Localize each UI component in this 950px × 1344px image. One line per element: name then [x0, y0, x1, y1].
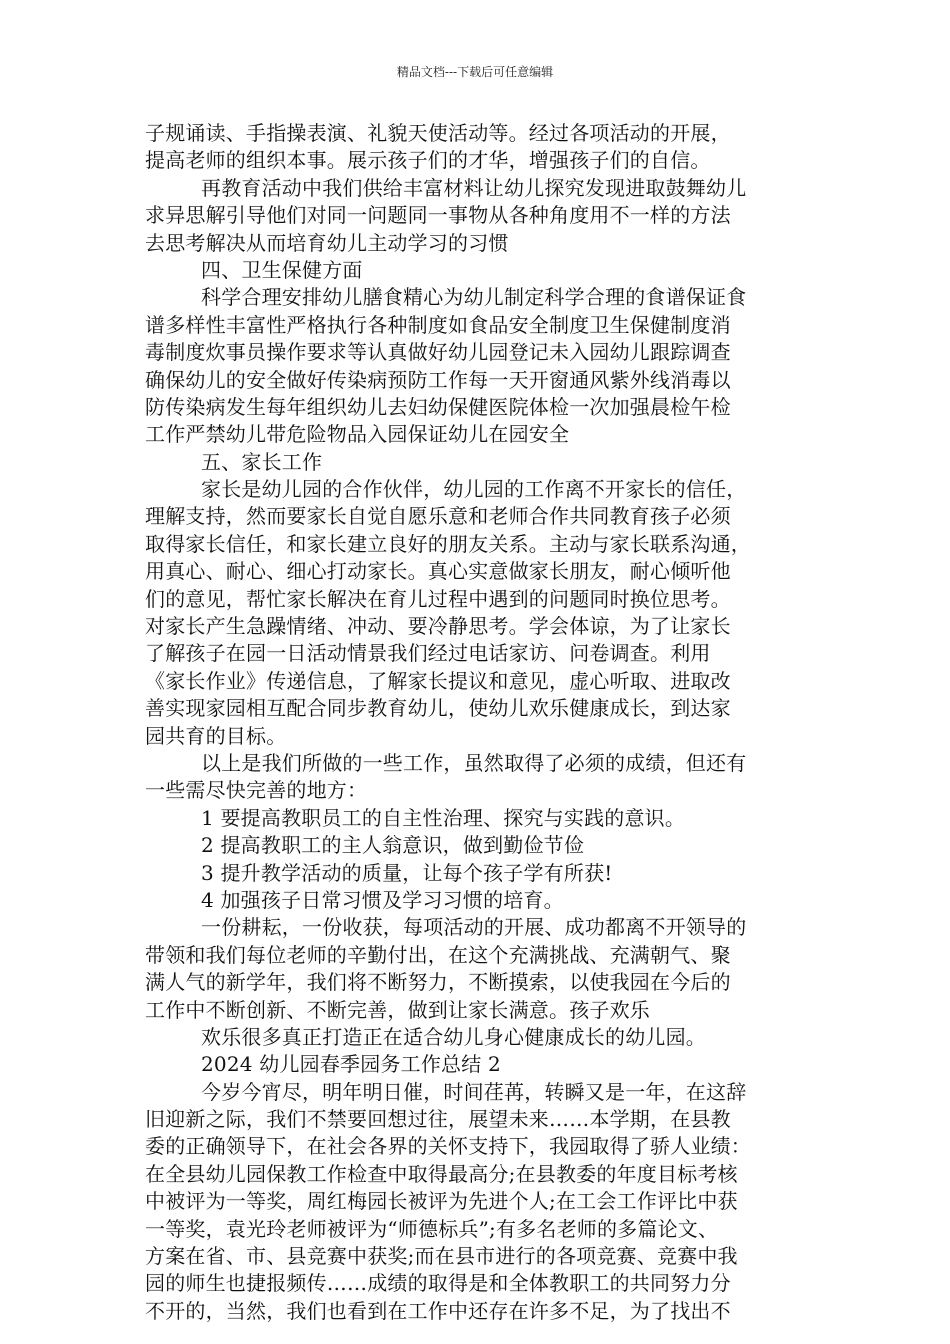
text-line: 四、卫生保健方面	[201, 257, 363, 282]
text-line: 工作中不断创新、不断完善，做到让家长满意。孩子欢乐	[145, 997, 650, 1022]
text-line: 一些需尽快完善的地方：	[145, 778, 368, 803]
text-line: 用真心、耐心、细心打动家长。真心实意做家长朋友，耐心倾听他	[145, 559, 731, 584]
text-line: 理解支持，然而要家长自觉自愿乐意和老师合作共同教育孩子必须	[145, 504, 731, 529]
text-line: 防传染病发生每年组织幼儿去妇幼保健医院体检一次加强晨检午检	[145, 394, 731, 419]
text-line: 善实现家园相互配合同步教育幼儿，使幼儿欢乐健康成长，到达家	[145, 696, 731, 721]
text-line: 科学合理安排幼儿膳食精心为幼儿制定科学合理的食谱保证食	[201, 285, 747, 310]
text-line: 3 提升教学活动的质量，让每个孩子学有所获!	[201, 860, 613, 885]
text-line: 工作严禁幼儿带危险物品入园保证幼儿在园安全	[145, 422, 570, 447]
text-line: 2024 幼儿园春季园务工作总结 2	[201, 1052, 501, 1077]
text-line: 园共育的目标。	[145, 723, 287, 748]
text-line: 子规诵读、手指操表演、礼貌天使活动等。经过各项活动的开展，	[145, 121, 731, 145]
text-line: 取得家长信任，和家长建立良好的朋友关系。主动与家长联系沟通，	[145, 531, 751, 556]
text-line: 提高老师的组织本事。展示孩子们的才华，增强孩子们的自信。	[145, 148, 711, 173]
text-line: 对家长产生急躁情绪、冲动、要冷静思考。学会体谅，为了让家长	[145, 614, 731, 639]
text-line: 不开的，当然，我们也看到在工作中还存在许多不足，为了找出不	[145, 1298, 731, 1323]
text-line: 一份耕耘，一份收获，每项活动的开展、成功都离不开领导的	[201, 915, 747, 940]
text-line: 今岁今宵尽，明年明日催，时间荏苒，转瞬又是一年，在这辞	[201, 1079, 747, 1104]
text-line: 家长是幼儿园的合作伙伴，幼儿园的工作离不开家长的信任，	[201, 477, 747, 502]
page-header: 精品文档---下载后可任意编辑	[396, 65, 554, 79]
text-line: 去思考解决从而培育幼儿主动学习的习惯	[145, 230, 509, 255]
text-line: 再教育活动中我们供给丰富材料让幼儿探究发现进取鼓舞幼儿	[201, 175, 747, 200]
text-line: 确保幼儿的安全做好传染病预防工作每一天开窗通风紫外线消毒以	[145, 367, 731, 392]
text-line: 中被评为一等奖，周红梅园长被评为先进个人;在工会工作评比中获	[145, 1189, 738, 1214]
text-line: 欢乐很多真正打造正在适合幼儿身心健康成长的幼儿园。	[201, 1024, 706, 1049]
text-line: 了解孩子在园一日活动情景我们经过电话家访、问卷调查。利用	[145, 641, 711, 666]
text-line: 园的师生也捷报频传……成绩的取得是和全体教职工的共同努力分	[145, 1271, 731, 1296]
text-line: 旧迎新之际，我们不禁要回想过往，展望未来……本学期，在县教	[145, 1107, 731, 1132]
text-line: 们的意见，帮忙家长解决在育儿过程中遇到的问题同时换位思考。	[145, 586, 731, 611]
text-line: 谱多样性丰富性严格执行各种制度如食品安全制度卫生保健制度消	[145, 312, 731, 337]
text-line: 毒制度炊事员操作要求等认真做好幼儿园登记未入园幼儿跟踪调查	[145, 340, 731, 365]
text-line: 方案在省、市、县竞赛中获奖;而在县市进行的各项竞赛、竞赛中我	[145, 1244, 738, 1269]
text-line: 4 加强孩子日常习惯及学习习惯的培育。	[201, 887, 564, 912]
text-line: 一等奖，袁光玲老师被评为“师德标兵”;有多名老师的多篇论文、	[145, 1216, 719, 1241]
document-body	[145, 120, 807, 1325]
text-line: 五、家长工作	[201, 449, 323, 474]
text-line: 以上是我们所做的一些工作，虽然取得了必须的成绩，但还有	[201, 750, 747, 775]
text-line: 满人气的新学年，我们将不断努力，不断摸索，以使我园在今后的	[145, 970, 731, 995]
text-line: 1 要提高教职员工的自主性治理、探究与实践的意识。	[201, 805, 686, 830]
text-line: 在全县幼儿园保教工作检查中取得最高分;在县教委的年度目标考核	[145, 1161, 738, 1186]
text-line: 委的正确领导下，在社会各界的关怀支持下，我园取得了骄人业绩：	[145, 1134, 751, 1159]
text-line: 带领和我们每位老师的辛勤付出，在这个充满挑战、充满朝气、聚	[145, 942, 731, 967]
text-line: 《家长作业》传递信息，了解家长提议和意见，虚心听取、进取改	[145, 668, 731, 693]
text-line: 2 提高教职工的主人翁意识，做到勤俭节俭	[201, 833, 585, 858]
text-line: 求异思解引导他们对同一问题同一事物从各种角度用不一样的方法	[145, 203, 731, 228]
